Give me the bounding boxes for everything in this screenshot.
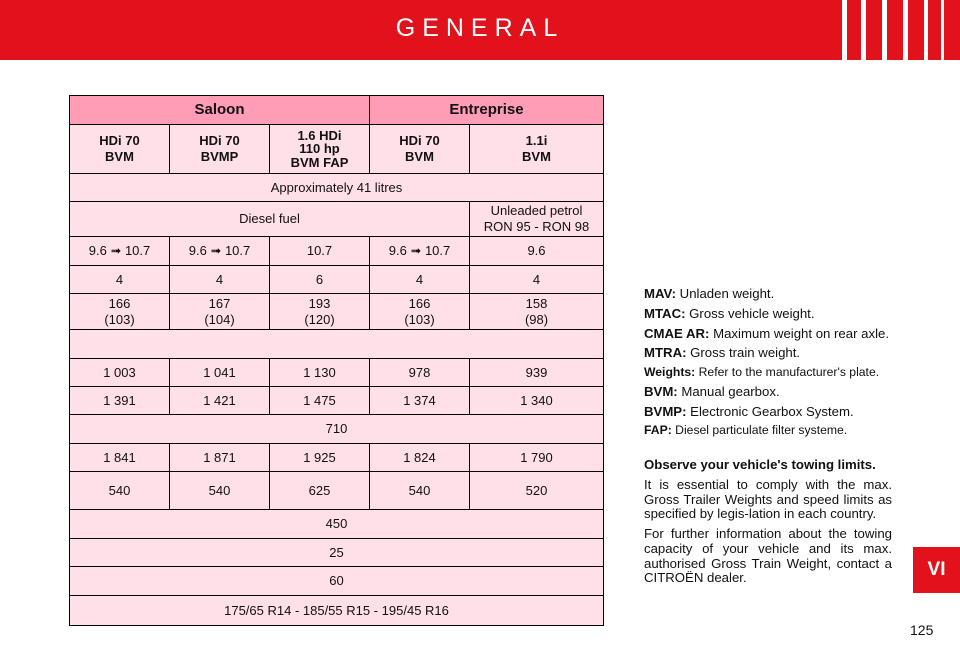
table-cell: 4 xyxy=(70,266,170,293)
span-row xyxy=(70,510,603,539)
table-row xyxy=(70,266,603,294)
span-cell: 450 xyxy=(325,516,348,532)
table-cell: 4 xyxy=(170,266,270,293)
note-cmae: CMAE AR: Maximum weight on rear axle. xyxy=(644,325,890,341)
span-row xyxy=(70,567,603,596)
towing-paragraph-1: It is essential to comply with the max. Gross Trailer Weights and speed limits as specified by legis-lation in each country. xyxy=(644,476,892,522)
table-cell: 1 340 xyxy=(520,392,553,408)
table-cell: 193 (120) xyxy=(270,294,370,329)
table-cell: 540 xyxy=(170,472,270,509)
note-mtac: MTAC: Gross vehicle weight. xyxy=(644,305,815,321)
header-bar xyxy=(0,0,960,60)
model-cell: 1.1i BVM xyxy=(522,133,551,164)
table-cell: 1 475 xyxy=(270,387,370,414)
table-cell: 9.6 ➟ 10.7 xyxy=(70,237,170,265)
towing-paragraph-2: For further information about the towing capacity of your vehicle and its max. authorised Gross Train Weight, contact a CITROËN dealer. xyxy=(644,526,892,586)
table-header-row xyxy=(70,96,603,125)
table-cell: 9.6 ➟ 10.7 xyxy=(170,237,270,265)
table-row xyxy=(70,237,603,266)
table-cell: 1 925 xyxy=(270,444,370,471)
tank-row xyxy=(70,174,603,202)
table-cell: 1 130 xyxy=(270,359,370,386)
table-cell: 625 xyxy=(270,472,370,509)
header-saloon: Saloon xyxy=(70,96,370,124)
table-cell: 167 (104) xyxy=(170,294,270,329)
table-row xyxy=(70,472,603,510)
fuel-row xyxy=(70,202,603,237)
model-cell: HDi 70 BVM xyxy=(370,125,470,173)
table-cell: 1 824 xyxy=(370,444,470,471)
span-cell: 25 xyxy=(329,544,344,560)
table-cell: 158 (98) xyxy=(524,295,549,327)
table-row xyxy=(70,444,603,472)
tank-capacity: Approximately 41 litres xyxy=(270,179,403,195)
model-cell: HDi 70 BVM xyxy=(70,125,170,173)
table-cell: 520 xyxy=(525,482,548,498)
tyres-row xyxy=(70,596,603,625)
table-row xyxy=(70,387,603,415)
table-row xyxy=(70,294,603,330)
table-cell: 1 871 xyxy=(170,444,270,471)
table-cell: 166 (103) xyxy=(70,294,170,329)
model-cell: HDi 70 BVMP xyxy=(170,125,270,173)
note-mav: MAV: Unladen weight. xyxy=(644,286,775,301)
empty-row xyxy=(70,330,603,359)
chapter-tab[interactable]: VI xyxy=(913,547,960,593)
span-cell: 60 xyxy=(329,573,344,589)
table-cell: 9.6 xyxy=(527,243,546,259)
table-cell: 166 (103) xyxy=(370,294,470,329)
table-cell: 1 391 xyxy=(70,387,170,414)
span-row xyxy=(70,415,603,444)
legend-notes xyxy=(644,287,892,591)
table-cell: 1 003 xyxy=(70,359,170,386)
table-cell: 9.6 ➟ 10.7 xyxy=(370,237,470,265)
table-cell: 939 xyxy=(525,364,548,380)
table-cell: 1 841 xyxy=(70,444,170,471)
table-cell: 1 421 xyxy=(170,387,270,414)
note-fap: FAP: Diesel particulate filter systeme. xyxy=(644,423,848,438)
table-cell: 6 xyxy=(270,266,370,293)
table-cell: 4 xyxy=(532,271,541,287)
spec-table xyxy=(69,95,604,626)
table-row xyxy=(70,359,603,387)
note-mtra: MTRA: Gross train weight. xyxy=(644,345,801,361)
table-cell: 1 041 xyxy=(170,359,270,386)
table-cell: 10.7 xyxy=(270,237,370,265)
span-cell: 710 xyxy=(325,421,348,437)
towing-title: Observe your vehicle's towing limits. xyxy=(644,457,876,472)
fuel-petrol: Unleaded petrol RON 95 - RON 98 xyxy=(483,203,590,234)
page-title: GENERAL xyxy=(395,14,565,42)
note-bvmp: BVMP: Electronic Gearbox System. xyxy=(644,403,854,419)
table-cell: 4 xyxy=(370,266,470,293)
note-bvm: BVM: Manual gearbox. xyxy=(644,383,780,399)
table-cell: 540 xyxy=(370,472,470,509)
table-cell: 540 xyxy=(70,472,170,509)
span-row xyxy=(70,539,603,567)
header-entreprise: Entreprise xyxy=(370,96,603,124)
model-cell: 1.6 HDi 110 hp BVM FAP xyxy=(270,125,370,173)
fuel-diesel: Diesel fuel xyxy=(70,202,470,236)
table-cell: 1 374 xyxy=(370,387,470,414)
note-weights: Weights: Refer to the manufacturer's plate. xyxy=(644,365,880,380)
page-number: 125 xyxy=(910,622,934,638)
table-cell: 1 790 xyxy=(520,449,553,465)
model-row xyxy=(70,125,603,174)
table-cell: 978 xyxy=(370,359,470,386)
tyres-cell: 175/65 R14 - 185/55 R15 - 195/45 R16 xyxy=(224,602,449,618)
